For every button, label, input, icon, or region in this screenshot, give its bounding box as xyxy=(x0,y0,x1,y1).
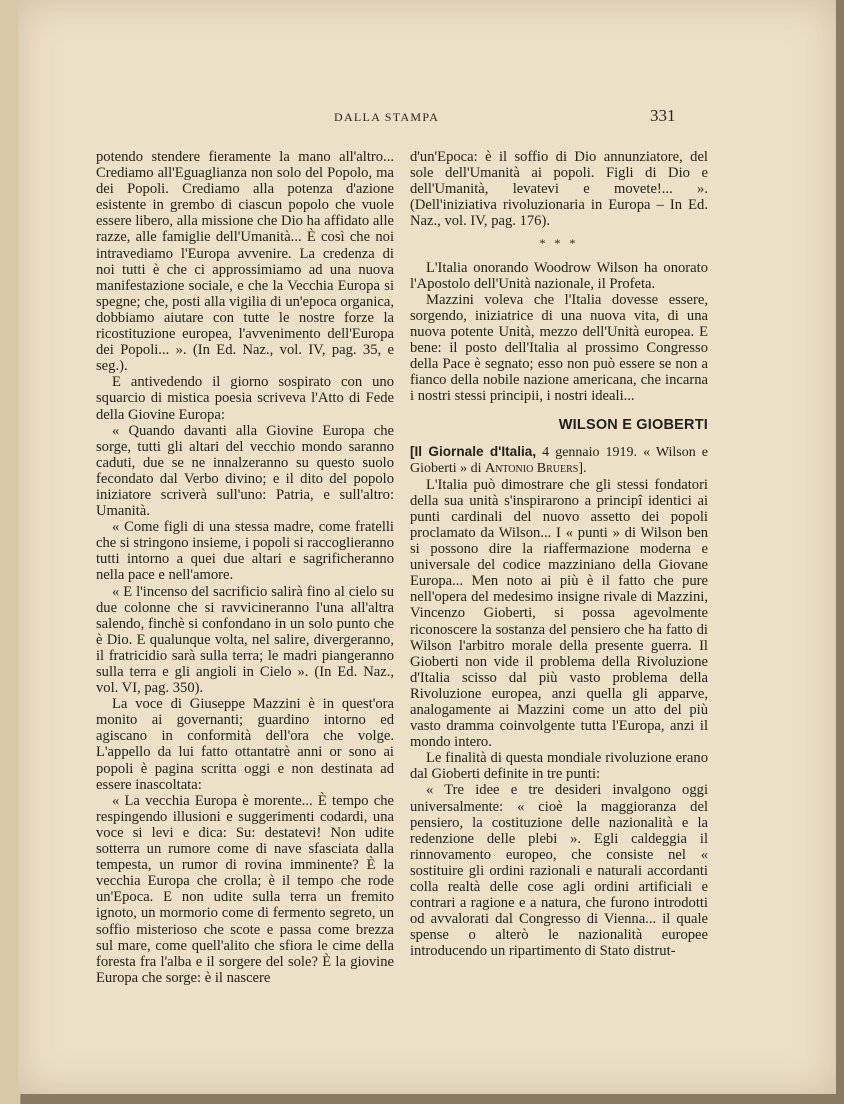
section-heading: WILSON E GIOBERTI xyxy=(558,417,708,434)
paragraph: La voce di Giuseppe Mazzini è in quest'ora monito ai governanti; guardino intorno ed agiscano in conformità dell'ora che volge. L'appello da lui fatto ottantatrè anni or sono ai popoli è pagina scritta oggi e non destinata ad essere inascoltata: xyxy=(96,696,394,793)
paragraph: Mazzini voleva che l'Italia dovesse essere, sorgendo, iniziatrice di una nuova vita, di una nuova potente Unità, mezzo dell'Unità europea. E bene: il posto dell'Italia al prossimo Congresso della Pace è segnato; esso non può essere se non a fianco della nobile nazione americana, che incarna i nostri stessi principii, i nostri ideali... xyxy=(410,291,708,405)
paragraph: L'Italia onorando Woodrow Wilson ha onorato l'Apostolo dell'Unità nazionale, il Profeta. xyxy=(410,259,708,292)
paragraph: « Quando davanti alla Giovine Europa che sorge, tutti gli altari del vecchio mondo saranno caduti, due se ne innalzeranno su questo suolo fecondato dal Verbo divino; e il dito del popolo iniziatore scriverà sull'uno: Patria, e sull'altro: Umanità. xyxy=(96,422,394,520)
paragraph: d'un'Epoca: è il soffio di Dio annunziatore, del sole dell'Umanità ai popoli. Figli di Dio e dell'Umanità, levatevi e movete!... ». (Dell'iniziativa rivoluzionaria in Europa – In Ed. Naz., vol. IV, pag. 176). xyxy=(410,149,708,230)
page-number: 331 xyxy=(650,106,676,125)
source-details: 4 gennaio 1919. « Wilson e Gioberti » di xyxy=(410,444,708,476)
paragraph: Le finalità di questa mondiale rivoluzione erano dal Gioberti definite in tre punti: xyxy=(410,750,708,783)
paragraph: L'Italia può dimostrare che gli stessi fondatori della sua unità s'inspirarono a principî identici ai punti cardinali del nuovo assetto dei popoli proclamato da Wilson... I « punti » di Wilson ben si possono dire la riaffermazione moderna e universale del codice mazziniano della Giovane Europa... Men noto ai più è il fatto che pure nell'opera del medesimo insigne rivale di Mazzini, Vincenzo Gioberti, si possa agevolmente riconoscere la sostanza del pensiero che ha fatto di Wilson l'arbitro morale della presente guerra. Il Gioberti non vide il problema della Rivoluzione d'Italia scisso dal più vasto problema della Rivoluzione europea, anzi quella gli apparve, analogamente ai Mazzini come un atto del più vasto dramma coinvolgente tutta l'Europa, anzi il mondo intero. xyxy=(410,476,708,751)
paragraph: « La vecchia Europa è morente... È tempo che respingendo illusioni e suggerimenti codardi, una voce si levi e dica: Su: destatevi! Non udite sotterra un rumore come di nave sfasciata dalla tempesta, un rumor di rovina imminente? È la vecchia Europa che crolla; è il tempo che rode un'Epoca. E non udite sulla terra un fremito ignoto, un mormorio come di fermento segreto, un soffio misterioso che scote e passa come brezza sul mare, come quell'alito che sfiora le cime della foresta fra l'alba e il sorgere del sole? È la giovine Europa che sorge: è il nascere xyxy=(96,792,394,986)
paragraph: E antivedendo il giorno sospirato con uno squarcio di mistica poesia scriveva l'Atto di Fede della Giovine Europa: xyxy=(96,374,394,423)
right-column xyxy=(410,149,708,960)
left-column xyxy=(96,149,394,986)
source-author: Antonio Bruers xyxy=(485,460,579,476)
source-citation xyxy=(410,444,708,477)
source-close: ]. xyxy=(578,460,587,476)
source-newspaper: [Il Giornale d'Italia, xyxy=(410,443,537,459)
section-separator: * * * xyxy=(539,236,579,251)
paragraph: « E l'incenso del sacrificio salirà fino al cielo su due colonne che si ravvicineranno l'una all'altra salendo, finchè si confondano in un solo punto che è Dio. E qualunque volta, nel salire, divergeranno, il fratricidio sarà sulla terra; le madri piangeranno sulla terra e gli angioli in Cielo ». (In Ed. Naz., vol. VI, pag. 350). xyxy=(96,583,394,697)
paragraph: potendo stendere fieramente la mano all'altro... Crediamo all'Eguaglianza non solo del Popolo, ma dei Popoli. Crediamo alla potenza d'azione esistente in grembo di ciascun popolo che vuole essere libero, alla missione che Dio ha affidato alle razze, alle famiglie dell'Umanità... È così che noi intravediamo l'Europa avvenire. La credenza di noi tutti è che ci approssimiamo ad una nuova manifestazione sociale, e che la Vecchia Europa si spegne; che, posti alla vigilia di un'epoca organica, dobbiamo aiutare con tutte le nostre forze la ricostituzione europea, l'avvenimento dell'Europa dei Popoli... ». (In Ed. Naz., vol. IV, pag. 35, e seg.). xyxy=(96,149,394,375)
running-header: DALLA STAMPA xyxy=(334,110,440,124)
paragraph: « Come figli di una stessa madre, come fratelli che si stringono insieme, i popoli si raccoglieranno tutti intorno a quei due altari e sagrificheranno nella pace e nell'amore. xyxy=(96,519,394,584)
paragraph: « Tre idee e tre desideri invalgono oggi universalmente: « cioè la maggioranza del pensiero, la costituzione delle nazionalità e la redenzione delle plebi ». Egli caldeggia il rinnovamento europeo, che consiste nel « sostituire gli ordini razionali e naturali accordanti colla realtà delle cose agli ordini artificiali e contrari a ragione e a natura, che furono introdotti od avvalorati dal Congresso di Vienna... il quale spense o alterò le nazionalità europee introducendo un ripartimento di Stato distrut- xyxy=(410,782,708,960)
